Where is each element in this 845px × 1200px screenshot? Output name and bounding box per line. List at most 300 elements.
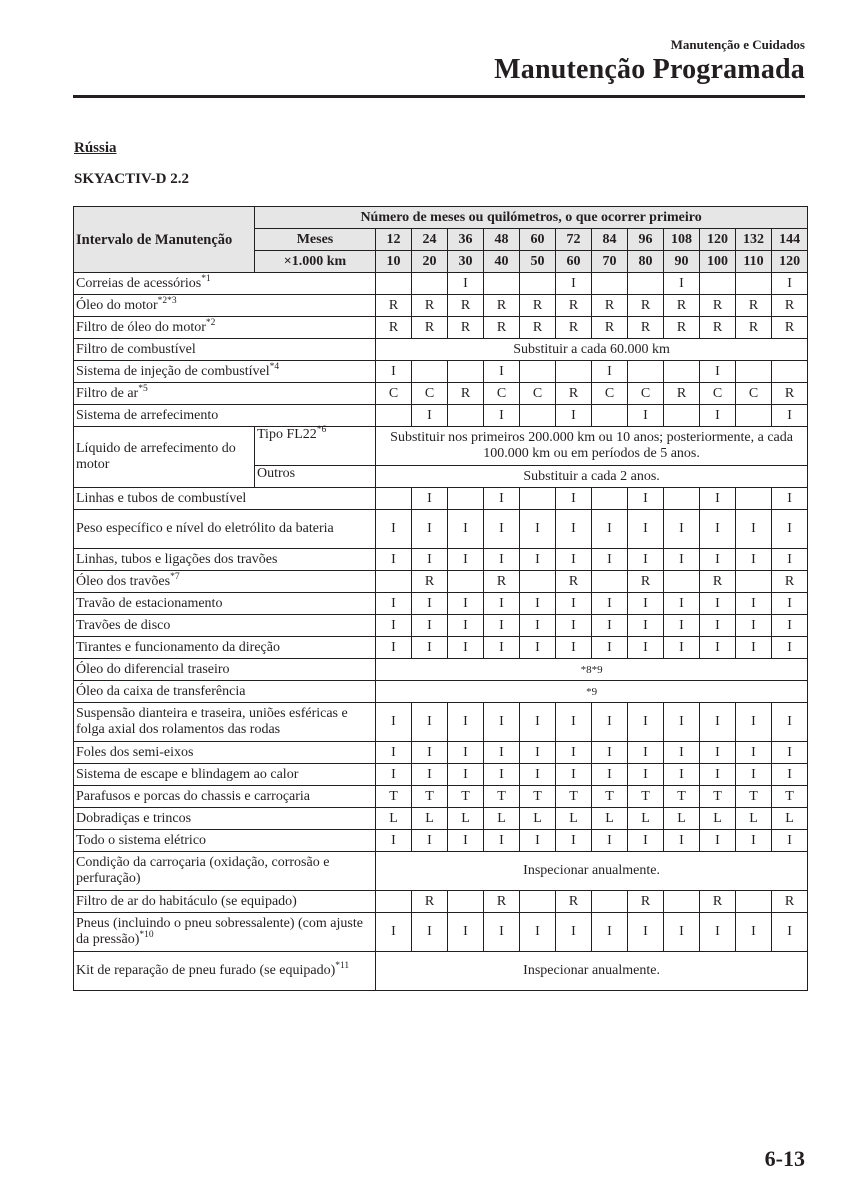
item-label-text: Suspensão dianteira e traseira, uniões esféricas e folga axial dos rolamentos das rodas: [76, 706, 348, 737]
schedule-cell: C: [520, 383, 556, 405]
schedule-cell: R: [700, 295, 736, 317]
schedule-cell: I: [628, 549, 664, 571]
schedule-cell: I: [448, 764, 484, 786]
schedule-cell: I: [628, 742, 664, 764]
item-label: [74, 852, 376, 891]
schedule-cell: R: [520, 317, 556, 339]
schedule-cell: L: [772, 808, 808, 830]
schedule-cell: R: [772, 383, 808, 405]
table-row: [74, 742, 808, 764]
schedule-cell: I: [484, 510, 520, 549]
schedule-cell: I: [448, 742, 484, 764]
schedule-cell: T: [664, 786, 700, 808]
table-row: [74, 510, 808, 549]
schedule-cell: I: [700, 764, 736, 786]
table-row: [74, 891, 808, 913]
table-row: [74, 339, 808, 361]
schedule-cell: I: [664, 703, 700, 742]
schedule-cell: I: [448, 549, 484, 571]
months-col-header: 108: [664, 229, 700, 251]
months-col-header: 144: [772, 229, 808, 251]
schedule-cell: [520, 571, 556, 593]
footnote-ref: *2*3: [157, 295, 177, 306]
schedule-cell: I: [772, 615, 808, 637]
schedule-cell: [448, 405, 484, 427]
item-label-text: Parafusos e porcas do chassis e carroçaria: [76, 788, 311, 804]
schedule-cell: I: [592, 593, 628, 615]
schedule-cell: I: [772, 549, 808, 571]
schedule-cell: [520, 273, 556, 295]
schedule-cell: R: [700, 317, 736, 339]
schedule-cell: I: [376, 549, 412, 571]
schedule-cell: [556, 361, 592, 383]
schedule-cell: I: [412, 615, 448, 637]
table-row: [74, 681, 808, 703]
schedule-cell: I: [664, 637, 700, 659]
section-header: Manutenção e Cuidados: [670, 37, 805, 52]
footnote-ref: *11: [335, 961, 350, 971]
table-row: [74, 852, 808, 891]
schedule-cell: T: [700, 786, 736, 808]
schedule-cell: I: [376, 637, 412, 659]
schedule-cell: [592, 405, 628, 427]
schedule-cell: I: [376, 510, 412, 549]
schedule-cell: L: [448, 808, 484, 830]
item-label-text: Pneus (incluindo o pneu sobressalente) (com ajuste da pressão): [76, 916, 363, 947]
schedule-cell: I: [412, 830, 448, 852]
months-col-header: 132: [736, 229, 772, 251]
item-label-text: Dobradiças e trincos: [76, 810, 192, 826]
schedule-cell: I: [376, 615, 412, 637]
item-label-text: Linhas, tubos e ligações dos travões: [76, 551, 278, 567]
schedule-cell: I: [772, 764, 808, 786]
schedule-cell: I: [520, 510, 556, 549]
schedule-cell: [736, 571, 772, 593]
schedule-cell: R: [520, 295, 556, 317]
schedule-cell: I: [772, 405, 808, 427]
item-label: [74, 786, 376, 808]
schedule-cell: I: [700, 361, 736, 383]
schedule-cell: I: [484, 913, 520, 952]
item-label: [74, 742, 376, 764]
schedule-cell: T: [592, 786, 628, 808]
schedule-cell: I: [700, 405, 736, 427]
schedule-cell: C: [592, 383, 628, 405]
km-col-header: 120: [772, 251, 808, 273]
schedule-cell: I: [736, 830, 772, 852]
item-label: [74, 317, 376, 339]
schedule-cell: I: [412, 549, 448, 571]
schedule-cell: I: [628, 764, 664, 786]
schedule-cell: I: [664, 830, 700, 852]
schedule-cell: I: [412, 510, 448, 549]
km-col-header: 40: [484, 251, 520, 273]
table-row: [74, 615, 808, 637]
schedule-cell: I: [772, 742, 808, 764]
schedule-cell: I: [628, 593, 664, 615]
schedule-cell: R: [772, 317, 808, 339]
item-label: [74, 295, 376, 317]
schedule-cell: T: [736, 786, 772, 808]
item-label: [74, 659, 376, 681]
schedule-cell: I: [412, 593, 448, 615]
schedule-cell: I: [556, 764, 592, 786]
schedule-cell: R: [484, 295, 520, 317]
schedule-cell: I: [628, 510, 664, 549]
schedule-cell: I: [700, 510, 736, 549]
item-label-text: Óleo dos travões: [76, 573, 171, 589]
schedule-cell: [412, 273, 448, 295]
item-label-text: Óleo do diferencial traseiro: [76, 661, 230, 677]
schedule-cell: I: [736, 703, 772, 742]
schedule-cell: C: [700, 383, 736, 405]
schedule-cell: [376, 891, 412, 913]
item-label-text: Travões de disco: [76, 617, 171, 633]
schedule-cell: I: [556, 593, 592, 615]
schedule-cell: I: [520, 549, 556, 571]
item-label-text: Sistema de arrefecimento: [76, 407, 219, 423]
schedule-cell: I: [484, 488, 520, 510]
schedule-cell: I: [556, 405, 592, 427]
schedule-cell: I: [376, 361, 412, 383]
item-label-text: Óleo do motor: [76, 297, 158, 313]
schedule-cell: T: [412, 786, 448, 808]
schedule-cell: I: [664, 510, 700, 549]
schedule-cell: L: [520, 808, 556, 830]
schedule-cell: L: [376, 808, 412, 830]
schedule-cell: [592, 273, 628, 295]
schedule-cell: R: [376, 295, 412, 317]
schedule-cell: R: [412, 571, 448, 593]
schedule-cell: I: [700, 703, 736, 742]
schedule-cell: I: [736, 913, 772, 952]
table-row: [74, 571, 808, 593]
schedule-cell: I: [772, 830, 808, 852]
schedule-cell: [376, 571, 412, 593]
schedule-cell: [628, 273, 664, 295]
schedule-cell: R: [628, 891, 664, 913]
schedule-cell: L: [592, 808, 628, 830]
schedule-cell: R: [592, 317, 628, 339]
table-row: [74, 786, 808, 808]
schedule-cell: I: [592, 764, 628, 786]
schedule-cell: T: [484, 786, 520, 808]
schedule-cell: R: [700, 571, 736, 593]
schedule-cell: I: [664, 764, 700, 786]
schedule-cell: R: [412, 891, 448, 913]
schedule-cell: R: [376, 317, 412, 339]
schedule-cell: R: [448, 317, 484, 339]
sub-item-label-text: Tipo FL22: [257, 427, 317, 442]
schedule-cell: T: [556, 786, 592, 808]
schedule-cell: I: [448, 637, 484, 659]
schedule-cell: I: [376, 703, 412, 742]
item-label-text: Foles dos semi-eixos: [76, 744, 194, 760]
footnote-ref: *1: [201, 273, 211, 284]
months-col-header: 48: [484, 229, 520, 251]
schedule-cell: I: [664, 742, 700, 764]
item-label-text: Óleo da caixa de transferência: [76, 683, 246, 699]
schedule-cell: I: [592, 742, 628, 764]
item-label-text: Condição da carroçaria (oxidação, corrosão e perfuração): [76, 855, 330, 886]
schedule-cell: I: [556, 273, 592, 295]
table-row: [74, 637, 808, 659]
schedule-cell: I: [736, 742, 772, 764]
months-col-header: 36: [448, 229, 484, 251]
schedule-cell: R: [772, 891, 808, 913]
schedule-cell: T: [448, 786, 484, 808]
schedule-cell: I: [448, 913, 484, 952]
schedule-cell: [664, 361, 700, 383]
schedule-cell: I: [376, 764, 412, 786]
schedule-cell: I: [772, 593, 808, 615]
schedule-cell: R: [556, 571, 592, 593]
schedule-cell: I: [628, 488, 664, 510]
km-col-header: 80: [628, 251, 664, 273]
schedule-cell: R: [664, 383, 700, 405]
km-col-header: 60: [556, 251, 592, 273]
item-label: [74, 383, 376, 405]
item-label: [74, 952, 376, 991]
schedule-cell: [520, 405, 556, 427]
schedule-cell: R: [484, 571, 520, 593]
months-col-header: 72: [556, 229, 592, 251]
schedule-cell: R: [484, 317, 520, 339]
schedule-cell: I: [448, 830, 484, 852]
schedule-cell: I: [556, 913, 592, 952]
schedule-cell: [520, 488, 556, 510]
item-label-text: Linhas e tubos de combustível: [76, 490, 247, 506]
schedule-cell: I: [592, 361, 628, 383]
schedule-cell: [628, 361, 664, 383]
corner-label: Intervalo de Manutenção: [74, 207, 255, 273]
schedule-cell: I: [448, 615, 484, 637]
schedule-cell: R: [736, 317, 772, 339]
table-row: [74, 830, 808, 852]
schedule-cell: L: [700, 808, 736, 830]
footnote-ref: *10: [139, 930, 154, 940]
schedule-cell: I: [520, 830, 556, 852]
schedule-cell: [592, 891, 628, 913]
months-col-header: 96: [628, 229, 664, 251]
km-col-header: 110: [736, 251, 772, 273]
schedule-cell: I: [772, 273, 808, 295]
header-rule: [73, 95, 805, 98]
schedule-cell: I: [664, 549, 700, 571]
item-label: [74, 571, 376, 593]
engine-heading: SKYACTIV-D 2.2: [74, 171, 190, 187]
table-row: [74, 913, 808, 952]
schedule-cell: I: [448, 510, 484, 549]
schedule-cell: R: [412, 317, 448, 339]
schedule-cell: [376, 273, 412, 295]
schedule-cell: I: [664, 913, 700, 952]
schedule-cell: I: [556, 615, 592, 637]
schedule-cell: L: [484, 808, 520, 830]
item-label-text: Filtro de ar: [76, 385, 139, 401]
item-label-text: Filtro de ar do habitáculo (se equipado): [76, 893, 297, 909]
schedule-cell: R: [700, 891, 736, 913]
schedule-cell: I: [412, 637, 448, 659]
schedule-cell: I: [772, 637, 808, 659]
item-label: Líquido de arrefecimento do motor: [74, 427, 255, 488]
schedule-cell: R: [664, 295, 700, 317]
table-row: [74, 273, 808, 295]
schedule-cell: [412, 361, 448, 383]
schedule-cell: I: [556, 510, 592, 549]
schedule-cell: I: [592, 703, 628, 742]
item-label: [74, 615, 376, 637]
schedule-cell: I: [448, 593, 484, 615]
schedule-cell: T: [520, 786, 556, 808]
schedule-cell: I: [484, 830, 520, 852]
schedule-cell: I: [412, 764, 448, 786]
page-title: Manutenção Programada: [494, 54, 805, 85]
schedule-cell: [376, 405, 412, 427]
schedule-cell: R: [556, 383, 592, 405]
schedule-cell: R: [736, 295, 772, 317]
schedule-cell: I: [484, 764, 520, 786]
schedule-cell: I: [520, 764, 556, 786]
schedule-cell: I: [448, 273, 484, 295]
item-label-text: Peso específico e nível do eletrólito da bateria: [76, 521, 334, 536]
item-label: [74, 913, 376, 952]
schedule-cell: [736, 273, 772, 295]
schedule-cell: I: [628, 615, 664, 637]
schedule-cell: I: [736, 593, 772, 615]
schedule-cell: [448, 361, 484, 383]
schedule-cell: I: [592, 549, 628, 571]
months-col-header: 120: [700, 229, 736, 251]
schedule-cell: [664, 571, 700, 593]
schedule-cell: I: [556, 637, 592, 659]
km-col-header: 30: [448, 251, 484, 273]
schedule-cell: R: [484, 891, 520, 913]
schedule-cell: I: [520, 637, 556, 659]
schedule-cell: I: [592, 830, 628, 852]
schedule-cell: [448, 891, 484, 913]
schedule-cell: I: [700, 830, 736, 852]
schedule-cell: R: [628, 295, 664, 317]
schedule-cell: I: [484, 703, 520, 742]
schedule-cell: I: [700, 637, 736, 659]
interval-note: *8*9: [376, 659, 808, 681]
item-label-text: Sistema de injeção de combustível: [76, 363, 270, 379]
schedule-cell: [736, 891, 772, 913]
schedule-cell: I: [520, 742, 556, 764]
schedule-cell: C: [628, 383, 664, 405]
span-header: Número de meses ou quilómetros, o que ocorrer primeiro: [255, 207, 808, 229]
footnote-ref: *7: [170, 571, 180, 582]
item-label-text: Sistema de escape e blindagem ao calor: [76, 766, 299, 782]
table-row: [74, 764, 808, 786]
schedule-cell: I: [592, 913, 628, 952]
schedule-cell: I: [592, 637, 628, 659]
schedule-cell: L: [412, 808, 448, 830]
interval-note: Substituir a cada 60.000 km: [376, 339, 808, 361]
schedule-cell: I: [376, 593, 412, 615]
months-col-header: 84: [592, 229, 628, 251]
schedule-cell: I: [556, 742, 592, 764]
schedule-cell: I: [772, 510, 808, 549]
schedule-cell: I: [700, 593, 736, 615]
schedule-cell: I: [664, 593, 700, 615]
schedule-cell: [664, 891, 700, 913]
item-label: [74, 681, 376, 703]
km-col-header: 70: [592, 251, 628, 273]
footnote-ref: *5: [138, 383, 148, 394]
schedule-cell: I: [592, 615, 628, 637]
table-row: [74, 317, 808, 339]
schedule-cell: [736, 488, 772, 510]
schedule-cell: C: [412, 383, 448, 405]
table-row: [74, 549, 808, 571]
item-label: [74, 510, 376, 549]
schedule-cell: R: [448, 295, 484, 317]
schedule-cell: [592, 488, 628, 510]
table-row: [74, 488, 808, 510]
interval-note: Inspecionar anualmente.: [376, 852, 808, 891]
schedule-cell: I: [700, 549, 736, 571]
schedule-cell: I: [700, 488, 736, 510]
item-label: [74, 361, 376, 383]
sub-item-label: [255, 427, 376, 466]
schedule-cell: I: [520, 913, 556, 952]
sub-item-label: [255, 466, 376, 488]
schedule-cell: I: [736, 549, 772, 571]
table-row: [74, 703, 808, 742]
schedule-cell: I: [484, 615, 520, 637]
schedule-cell: I: [412, 488, 448, 510]
schedule-cell: R: [448, 383, 484, 405]
schedule-cell: I: [628, 405, 664, 427]
item-label: [74, 808, 376, 830]
item-label: [74, 830, 376, 852]
item-label-text: Correias de acessórios: [76, 275, 202, 291]
schedule-cell: R: [628, 317, 664, 339]
schedule-cell: [772, 361, 808, 383]
schedule-cell: R: [628, 571, 664, 593]
table-row: [74, 383, 808, 405]
km-col-header: 20: [412, 251, 448, 273]
schedule-cell: R: [592, 295, 628, 317]
schedule-cell: I: [520, 703, 556, 742]
schedule-cell: I: [556, 488, 592, 510]
schedule-cell: I: [664, 273, 700, 295]
table-row: [74, 593, 808, 615]
schedule-cell: T: [628, 786, 664, 808]
schedule-cell: I: [520, 615, 556, 637]
item-label: [74, 549, 376, 571]
schedule-cell: L: [556, 808, 592, 830]
months-label: Meses: [255, 229, 376, 251]
schedule-cell: R: [556, 317, 592, 339]
schedule-cell: R: [772, 295, 808, 317]
table-row: [74, 659, 808, 681]
schedule-cell: L: [736, 808, 772, 830]
km-label: ×1.000 km: [255, 251, 376, 273]
schedule-cell: [700, 273, 736, 295]
table-row: [74, 427, 808, 466]
schedule-cell: R: [772, 571, 808, 593]
schedule-cell: I: [484, 361, 520, 383]
item-label: [74, 703, 376, 742]
schedule-cell: I: [628, 830, 664, 852]
sub-item-label-text: Outros: [257, 466, 296, 481]
region-heading: Rússia: [74, 140, 117, 156]
item-label: [74, 488, 376, 510]
schedule-cell: L: [628, 808, 664, 830]
